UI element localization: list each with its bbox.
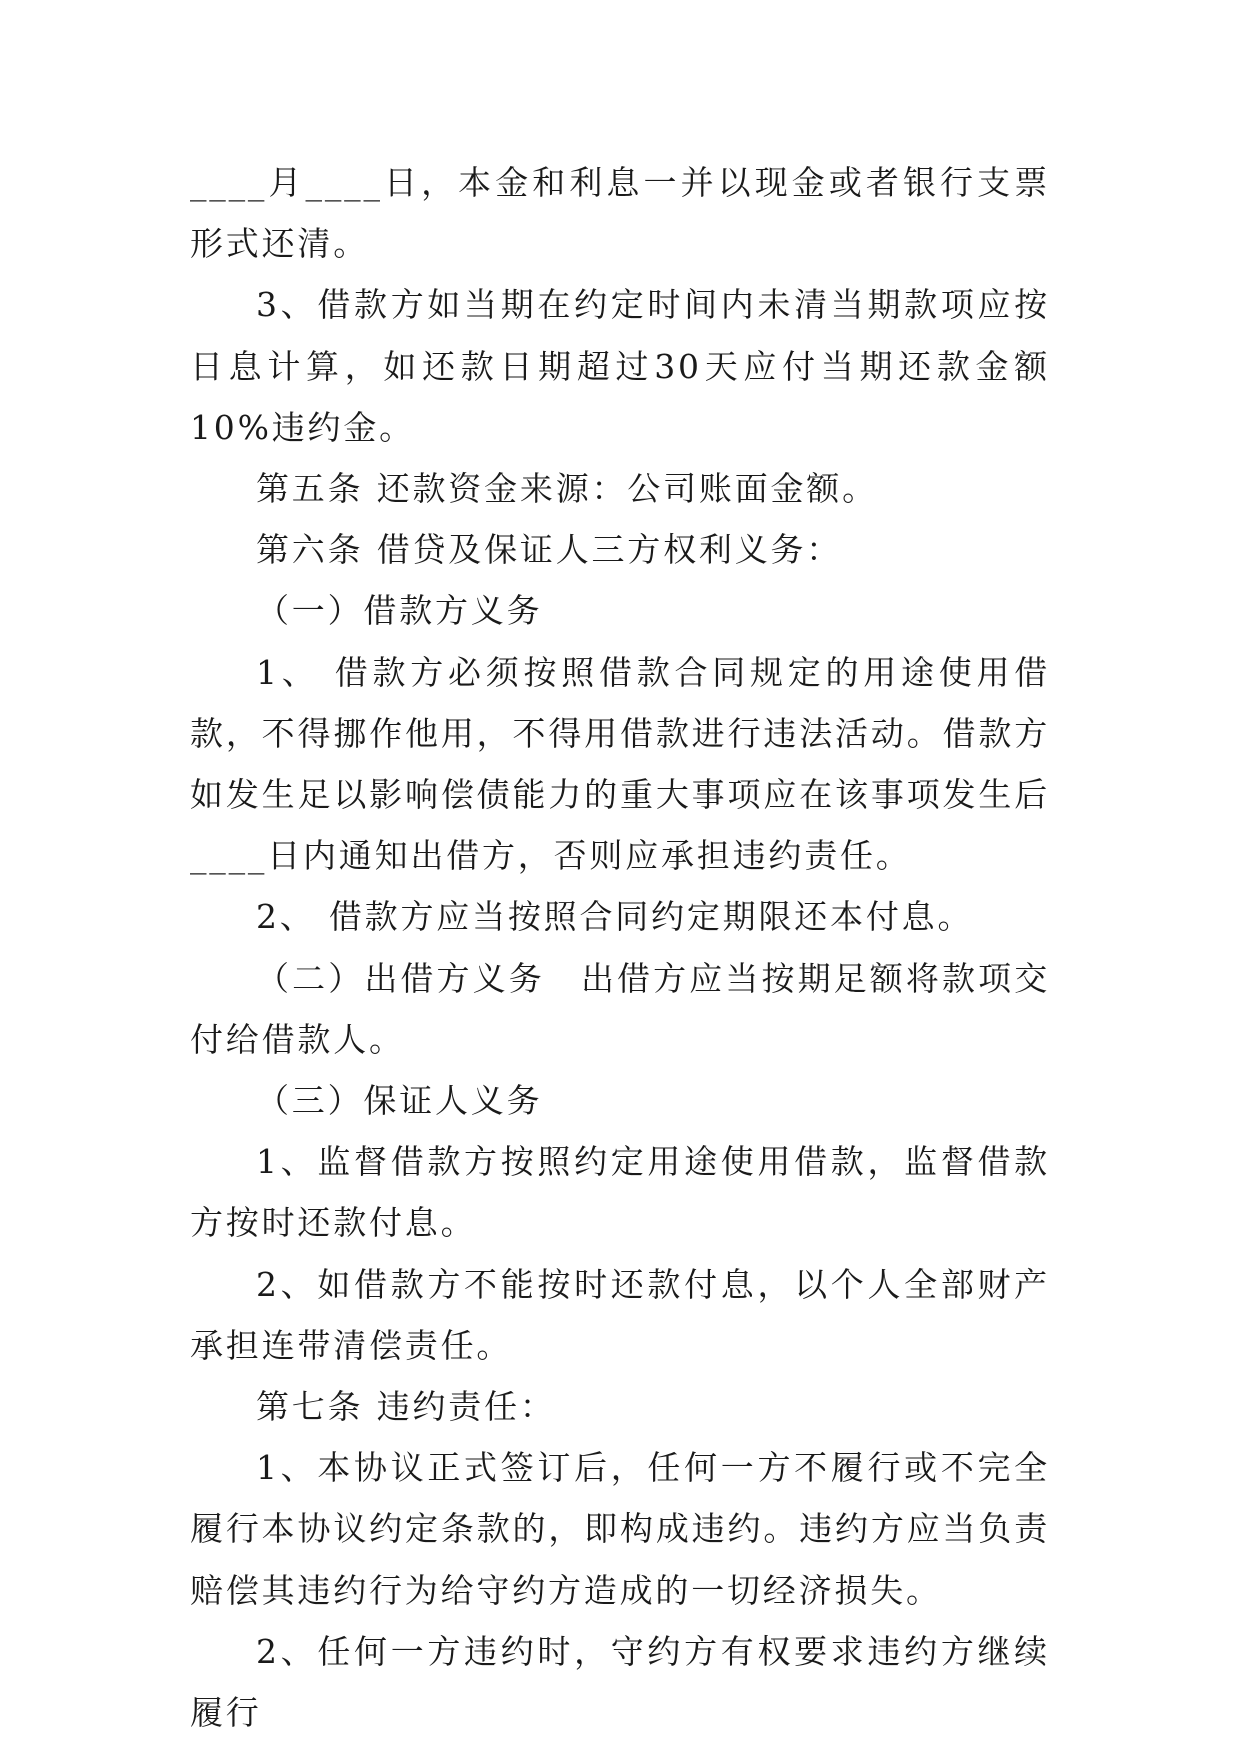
section-borrower-duties: （一）借款方义务 xyxy=(256,591,543,631)
article-6-heading: 第六条 借贷及保证人三方权利义务： xyxy=(256,530,843,570)
section-lender-duties: （二）出借方义务 出借方应当按期足额将款项交付给借款人。 xyxy=(190,958,1050,1059)
paragraph-repayment-date: ____月____日，本金和利息一并以现金或者银行支票形式还清。 xyxy=(190,163,1050,264)
document-body xyxy=(190,152,1050,1743)
paragraph-guarantor-duty-1: 1、监督借款方按照约定用途使用借款，监督借款方按时还款付息。 xyxy=(190,1142,1050,1243)
section-guarantor-duties: （三）保证人义务 xyxy=(256,1081,543,1121)
paragraph-borrower-duty-1: 1、 借款方必须按照借款合同规定的用途使用借款，不得挪作他用，不得用借款进行违法活动。借款方如发生足以影响偿债能力的重大事项应在该事项发生后____日内通知出借方，否则应承担违约责任。 xyxy=(190,652,1050,876)
paragraph-guarantor-duty-2: 2、如借款方不能按时还款付息，以个人全部财产承担连带清偿责任。 xyxy=(190,1264,1050,1365)
article-5-heading: 第五条 还款资金来源：公司账面金额。 xyxy=(256,469,878,509)
paragraph-breach-1: 1、本协议正式签订后，任何一方不履行或不完全履行本协议约定条款的，即构成违约。违约方应当负责赔偿其违约行为给守约方造成的一切经济损失。 xyxy=(190,1448,1050,1610)
paragraph-breach-2: 2、任何一方违约时，守约方有权要求违约方继续履行 xyxy=(190,1631,1050,1733)
article-7-heading: 第七条 违约责任： xyxy=(256,1387,556,1427)
paragraph-borrower-duty-2: 2、 借款方应当按照合同约定期限还本付息。 xyxy=(256,897,974,937)
paragraph-late-penalty: 3、借款方如当期在约定时间内未清当期款项应按日息计算，如还款日期超过30天应付当期还款金额10%违约金。 xyxy=(190,285,1050,447)
